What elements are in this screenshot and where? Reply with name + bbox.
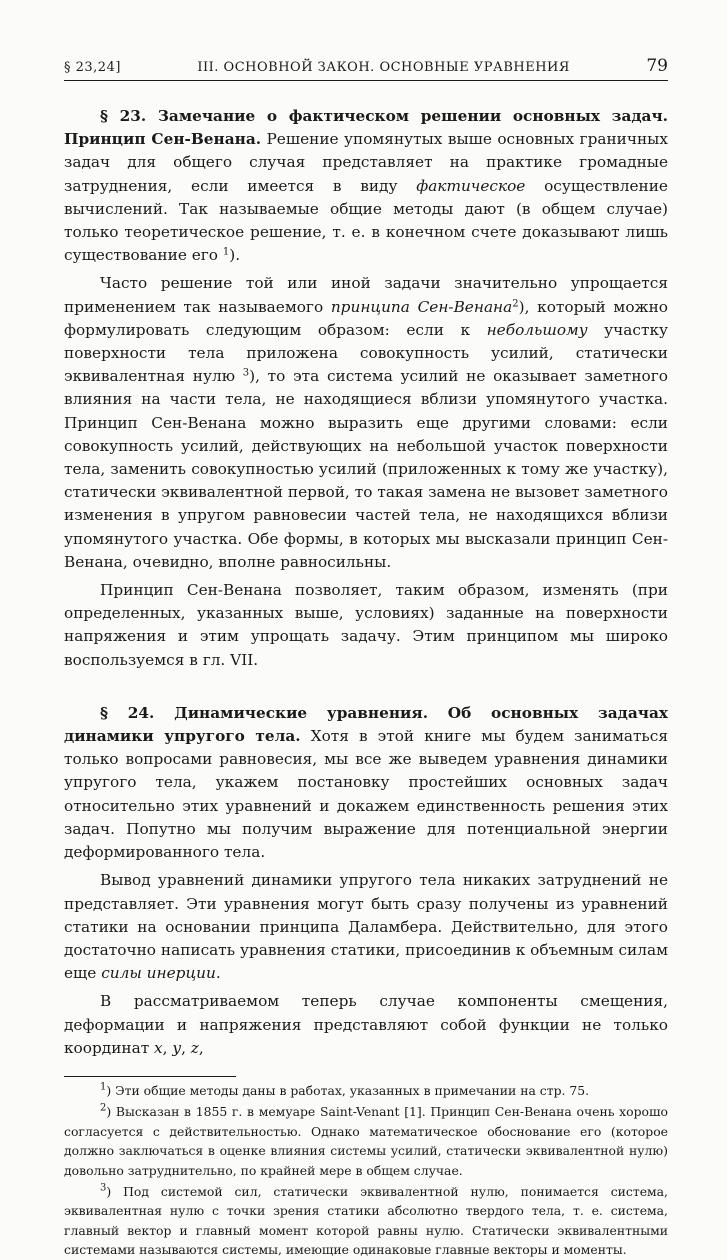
s23-p2-italic-2: небольшому (486, 320, 588, 339)
footnote-2-mark: 2 (100, 1102, 107, 1114)
s24-paragraph-3 (64, 990, 668, 1060)
header-chapter-title: III. ОСНОВНОЙ ЗАКОН. ОСНОВНЫЕ УРАВНЕНИЯ (197, 60, 570, 75)
footnote-1-text: ) Эти общие методы даны в работах, указанных в примечании на стр. 75. (106, 1082, 590, 1098)
s23-p1-text-a: Решение упомянутых выше основных граничных задач для общего случая представляет на практике громадные затруднения, если имеется в виду (64, 130, 668, 195)
footnote-3-mark: 3 (100, 1182, 107, 1194)
footnote-1-mark: 1 (100, 1081, 107, 1093)
s24-heading: § 24. Динамические уравнения. Об основных задачах динамики упругого тела. (64, 703, 668, 746)
main-text (64, 105, 668, 1060)
s23-p1-text-b: осуществление вычислений. Так называемые общие методы дают (в общем случае) только теоретическое решение, т. е. в конечном счете доказывают лишь существование его (64, 176, 668, 265)
s24-paragraph-1 (64, 702, 668, 864)
running-header (64, 56, 668, 81)
s23-paragraph-2 (64, 272, 668, 574)
footnote-1 (64, 1081, 668, 1100)
footnote-2-text: ) Высказан в 1855 г. в мемуаре Saint-Venant [1]. Принцип Сен-Венана очень хорошо согласуется с действительностью. Однако математическое обоснование его (которое должно заключаться в оценке влияния системы усилий, статически эквивалентной нулю) довольно затруднительно, по крайней мере в общем случае. (64, 1104, 668, 1178)
s23-p2-italic-1: принципа Сен-Венана (330, 297, 513, 316)
s24-paragraph-2 (64, 869, 668, 985)
footnote-ref-3[interactable]: 3 (242, 367, 250, 379)
s23-p2-text-c: участку поверхности тела приложена совокупность усилий, статически эквивалентная нулю (64, 320, 669, 386)
s23-p1-italic: фактическое (416, 176, 526, 195)
footnote-ref-1[interactable]: 1 (222, 246, 230, 258)
s24-p3-text: В рассматриваемом теперь случае компоненты смещения, деформации и напряжения представляют собой функции не только координат (64, 992, 668, 1057)
s24-p1-text: Хотя в этой книге мы будем заниматься только вопросами равновесия, мы все же выведем уравнения динамики упругого тела, укажем постановку простейших основных задач относительно этих уравнений и докажем единственность решения этих задач. Попутно мы получим выражение для потенциальной энергии деформированного тела. (64, 727, 668, 862)
page-number: 79 (646, 56, 668, 76)
var-sep-2: , (181, 1038, 191, 1057)
var-z: z (190, 1038, 199, 1057)
s24-p2-italic: силы инерции (101, 964, 216, 983)
s24-p3-end: , (198, 1038, 204, 1057)
s23-paragraph-3: Принцип Сен-Венана позволяет, таким образом, изменять (при определенных, указанных выше, условиях) заданные на поверхности напряжения и этим упрощать задачу. Этим принципом мы широко воспользуемся в гл. VII. (64, 581, 668, 669)
s23-p1-text-c: ). (229, 246, 241, 265)
var-x: x (154, 1038, 163, 1057)
s23-paragraph-1 (64, 105, 668, 267)
footnote-2 (64, 1102, 668, 1180)
footnotes (64, 1081, 668, 1260)
s23-p2-text-d: ), то эта система усилий не оказывает заметного влияния на части тела, не находящиеся вблизи упомянутого участка. Принцип Сен-Венана можно выразить еще другими словами: если совокупность усилий, действующих на небольшой участок поверхности тела, заменить совокупностью усилий (приложенных к тому же участку), статически эквивалентной первой, то такая замена не вызовет заметного изменения в упругом равновесии частей тела, не находящихся вблизи упомянутого участка. Обе формы, в которых мы высказали принцип Сен-Венана, очевидно, вполне равносильны. (64, 367, 668, 571)
header-section-ref: § 23,24] (64, 60, 121, 75)
footnote-ref-2[interactable]: 2 (512, 298, 519, 310)
s23-heading: § 23. Замечание о фактическом решении основных задач. Принцип Сен-Венана. (64, 107, 668, 149)
var-sep-1: , (162, 1038, 173, 1057)
footnote-3 (64, 1182, 668, 1260)
footnote-divider (64, 1076, 236, 1077)
var-y: y (172, 1038, 182, 1057)
s23-p2-text-b: ), который можно формулировать следующим образом: если к (64, 297, 668, 339)
s23-p2-text-a: Часто решение той или иной задачи значительно упрощается применением так называемого (64, 274, 668, 316)
s24-p2-text-a: Вывод уравнений динамики упругого тела никаких затруднений не представляет. Эти уравнения могут быть сразу получены из уравнений статики на основании принципа Даламбера. Действительно, для этого достаточно написать уравнения статики, присоединив к объемным силам еще (64, 871, 668, 983)
book-page (64, 56, 668, 1260)
s24-p2-text-b: . (215, 964, 221, 983)
footnote-3-text: ) Под системой сил, статически эквивалентной нулю, понимается система, эквивалентная нулю с точки зрения статики абсолютно твердого тела, т. е. система, главный вектор и главный момент которой равны нулю. Статически эквивалентными системами называются системы, имеющие одинаковые главные векторы и моменты. (64, 1183, 668, 1258)
